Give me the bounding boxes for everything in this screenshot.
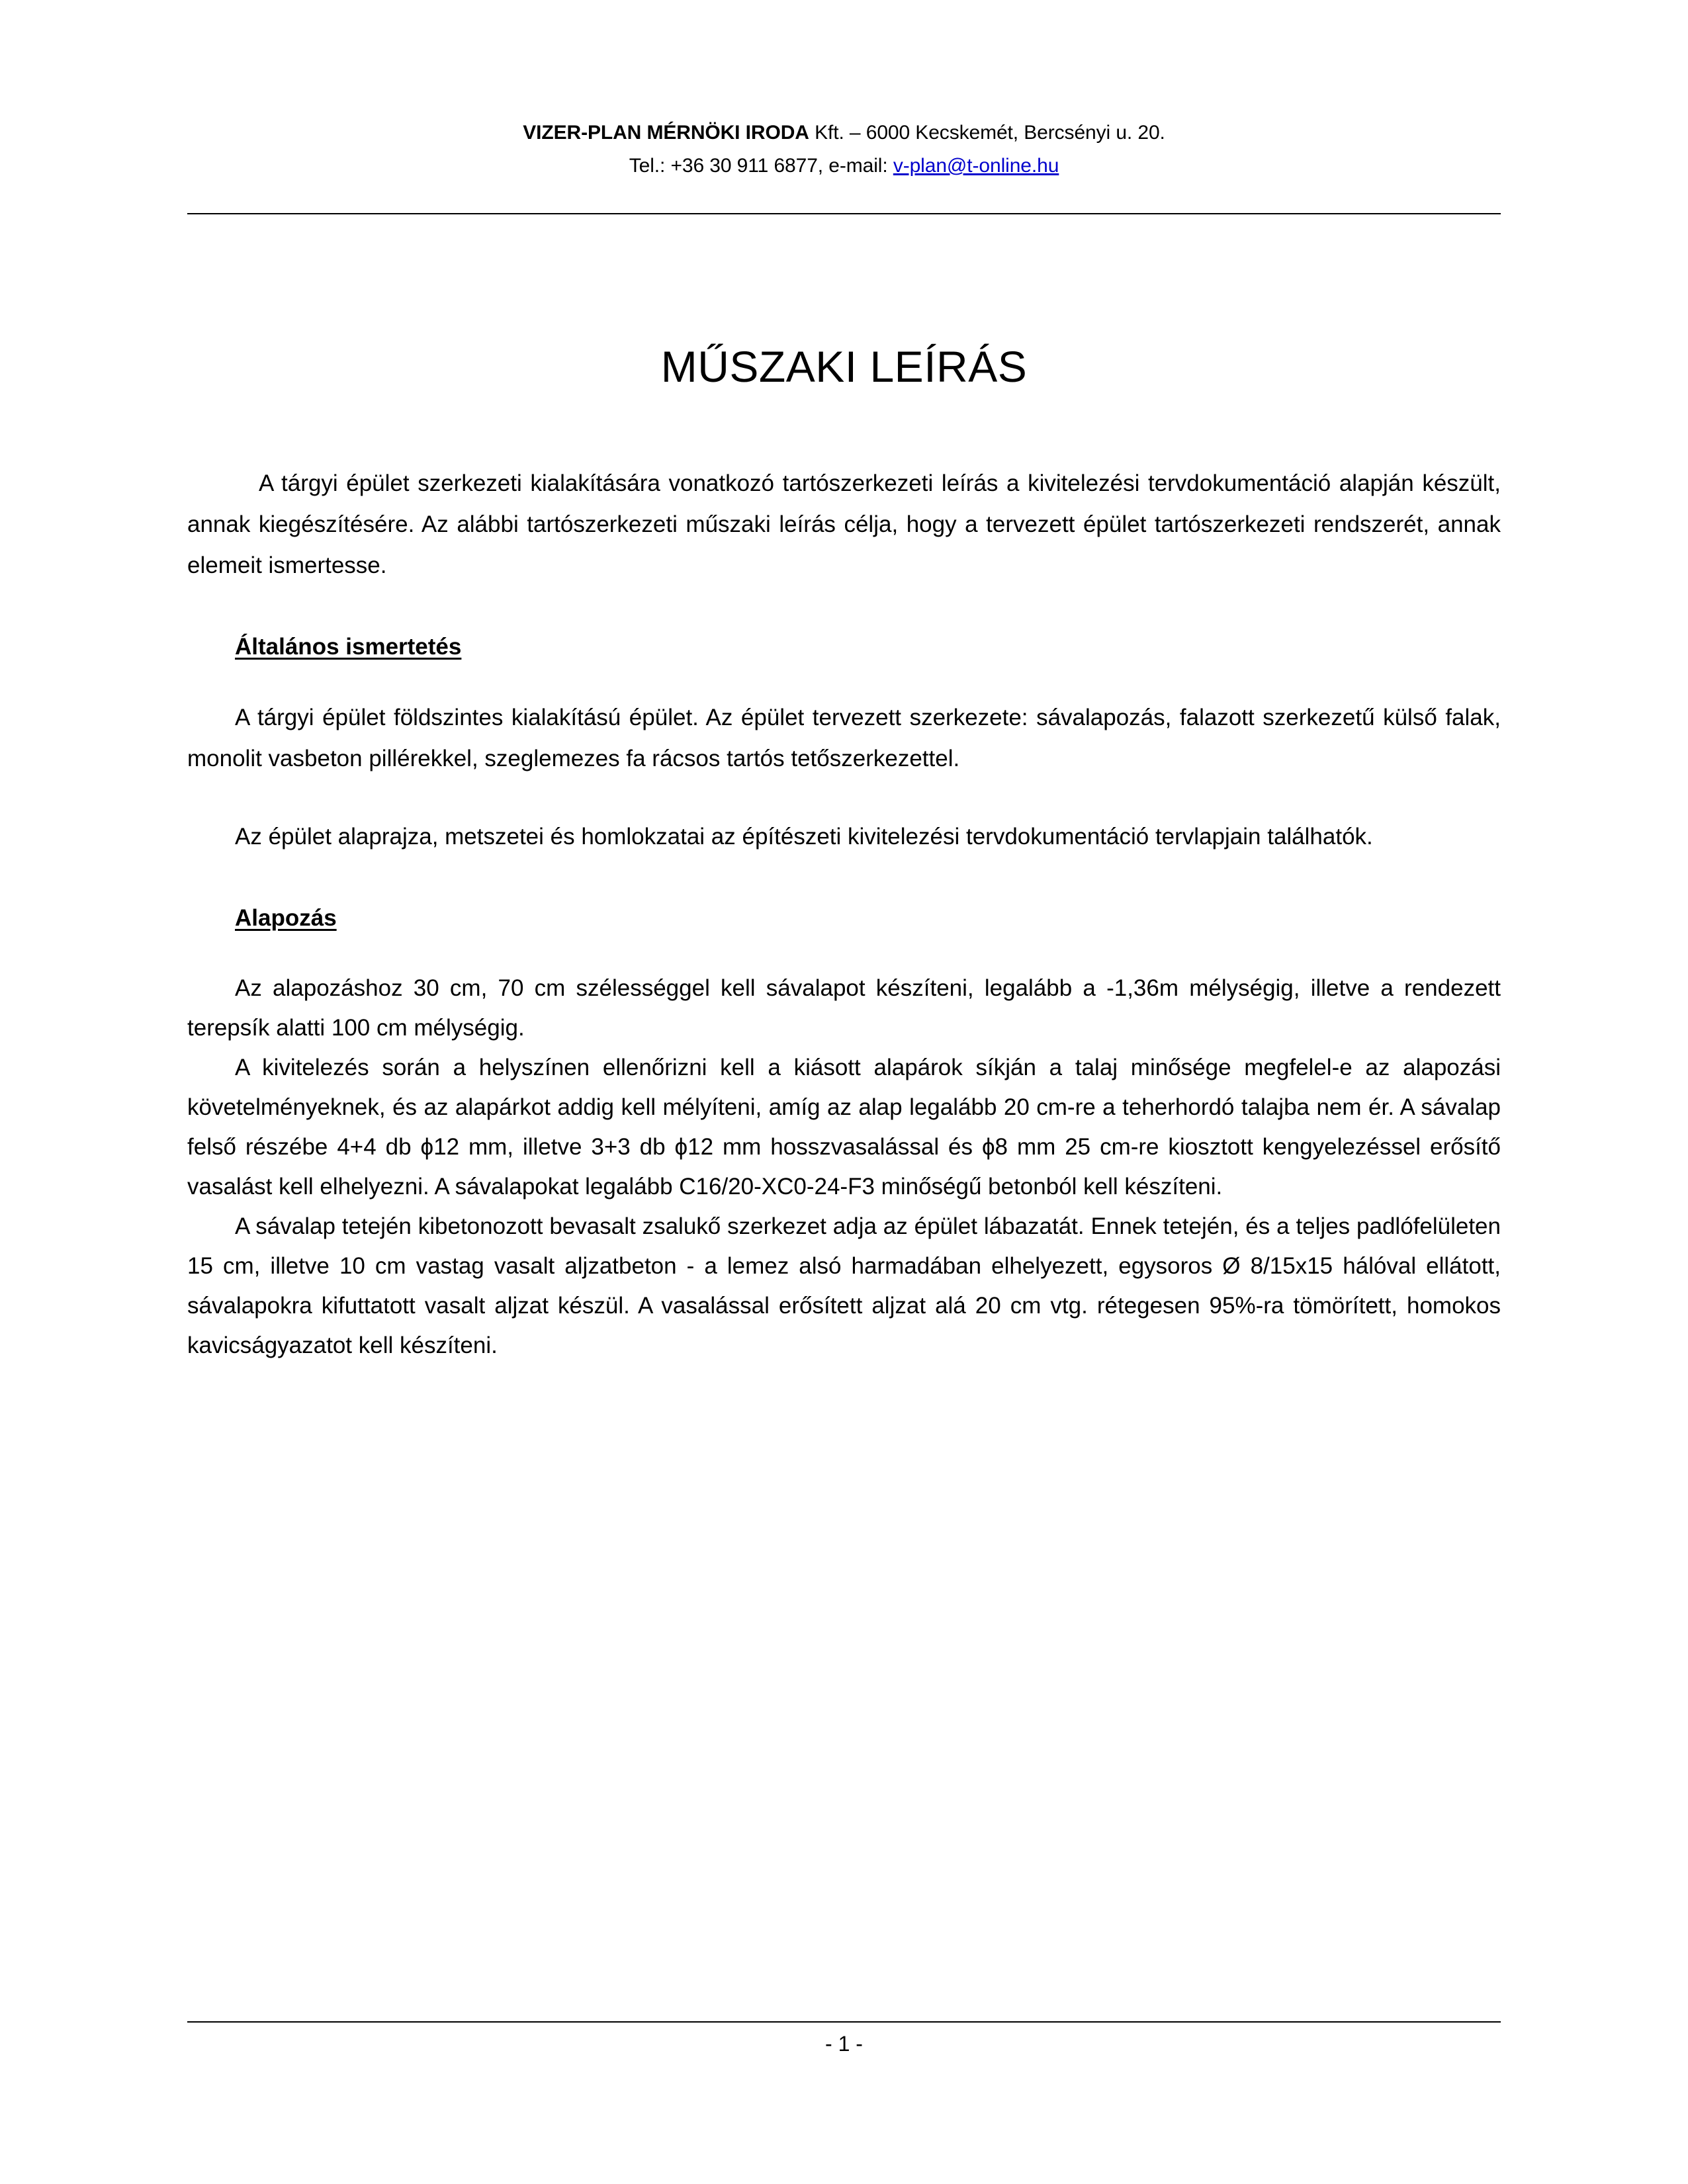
- spacer: [187, 586, 1501, 627]
- spacer: [187, 667, 1501, 697]
- page-title: MŰSZAKI LEÍRÁS: [660, 342, 1028, 392]
- paragraph-general-1: A tárgyi épület földszintes kialakítású épület. Az épület tervezett szerkezete: sávalapozás, falazott szerkezetű külső falak, monolit vasbeton pillérekkel, szeglemezes fa rácsos tartós tetőszerkezettel.: [187, 705, 1501, 771]
- header-divider: [187, 213, 1501, 214]
- heading-general-description: [187, 627, 1501, 667]
- heading-general-description-text: Általános ismertetés: [235, 634, 462, 660]
- spacer: [187, 857, 1501, 898]
- paragraph-intro: A tárgyi épület szerkezeti kialakítására vonatkozó tartószerkezeti leírás a kivitelezési tervdokumentáció alapján készült, annak kiegészítésére. Az alábbi tartószerkezeti műszaki leírás célja, hogy a tervezett épület tartószerkezeti rendszerét, annak elemeit ismertesse.: [187, 470, 1501, 578]
- paragraph-foundation-3: A sávalap tetején kibetonozott bevasalt zsalukő szerkezet adja az épület lábazatát. Ennek tetején, és a teljes padlófelületen 15 cm, illetve 10 cm vastag vasalt aljzatbeton - a lemez alsó harmadában elhelyezett, egysoros Ø 8/15x15 hálóval ellátott, sávalapokra kifuttatott vasalt aljzat készül. A vasalással erősített aljzat alá 20 cm vtg. rétegesen 95%-ra tömörített, homokos kavicságyazatot kell készíteni.: [187, 1213, 1501, 1358]
- company-name: VIZER-PLAN MÉRNÖKI IRODA: [523, 122, 809, 144]
- spacer: [187, 779, 1501, 816]
- email-link[interactable]: v-plan@t-online.hu: [893, 155, 1059, 177]
- company-address: Kft. – 6000 Kecskemét, Bercsényi u. 20.: [809, 122, 1165, 144]
- contact-phone-label: Tel.: +36 30 911 6877, e-mail:: [629, 155, 893, 177]
- paragraph-foundation-1: Az alapozáshoz 30 cm, 70 cm szélességgel kell sávalapot készíteni, legalább a -1,36m mélységig, illetve a rendezett terepsík alatti 100 cm mélységig.: [187, 975, 1501, 1041]
- page-footer: [187, 2029, 1501, 2059]
- paragraph-general-2: Az épület alaprajza, metszetei és homlokzatai az építészeti kivitelezési tervdokumentáció tervlapjain találhatók.: [235, 824, 1373, 850]
- paragraph-foundation-2: A kivitelezés során a helyszínen ellenőrizni kell a kiásott alapárok síkján a talaj minősége megfelel-e az alapozási követelményeknek, és az alapárkot addig kell mélyíteni, amíg az alap legalább 20 cm-re a teherhordó talajba nem ér. A sávalap felső részébe 4+4 db ϕ12 mm, illetve 3+3 db ϕ12 mm hosszvasalással és ϕ8 mm 25 cm-re kiosztott kengyelezéssel erősítő vasalást kell elhelyezni. A sávalapokat legalább C16/20-XC0-24-F3 minőségű betonból kell készíteni.: [187, 1055, 1501, 1200]
- footer-divider: [187, 2021, 1501, 2023]
- page-number: - 1 -: [825, 2032, 863, 2056]
- header-company-line: [187, 116, 1501, 150]
- document-body: [187, 463, 1501, 1366]
- page-header: [187, 116, 1501, 183]
- header-contact-line: [187, 150, 1501, 183]
- heading-foundation-text: Alapozás: [235, 905, 337, 931]
- heading-foundation: [187, 898, 1501, 938]
- spacer: [187, 938, 1501, 969]
